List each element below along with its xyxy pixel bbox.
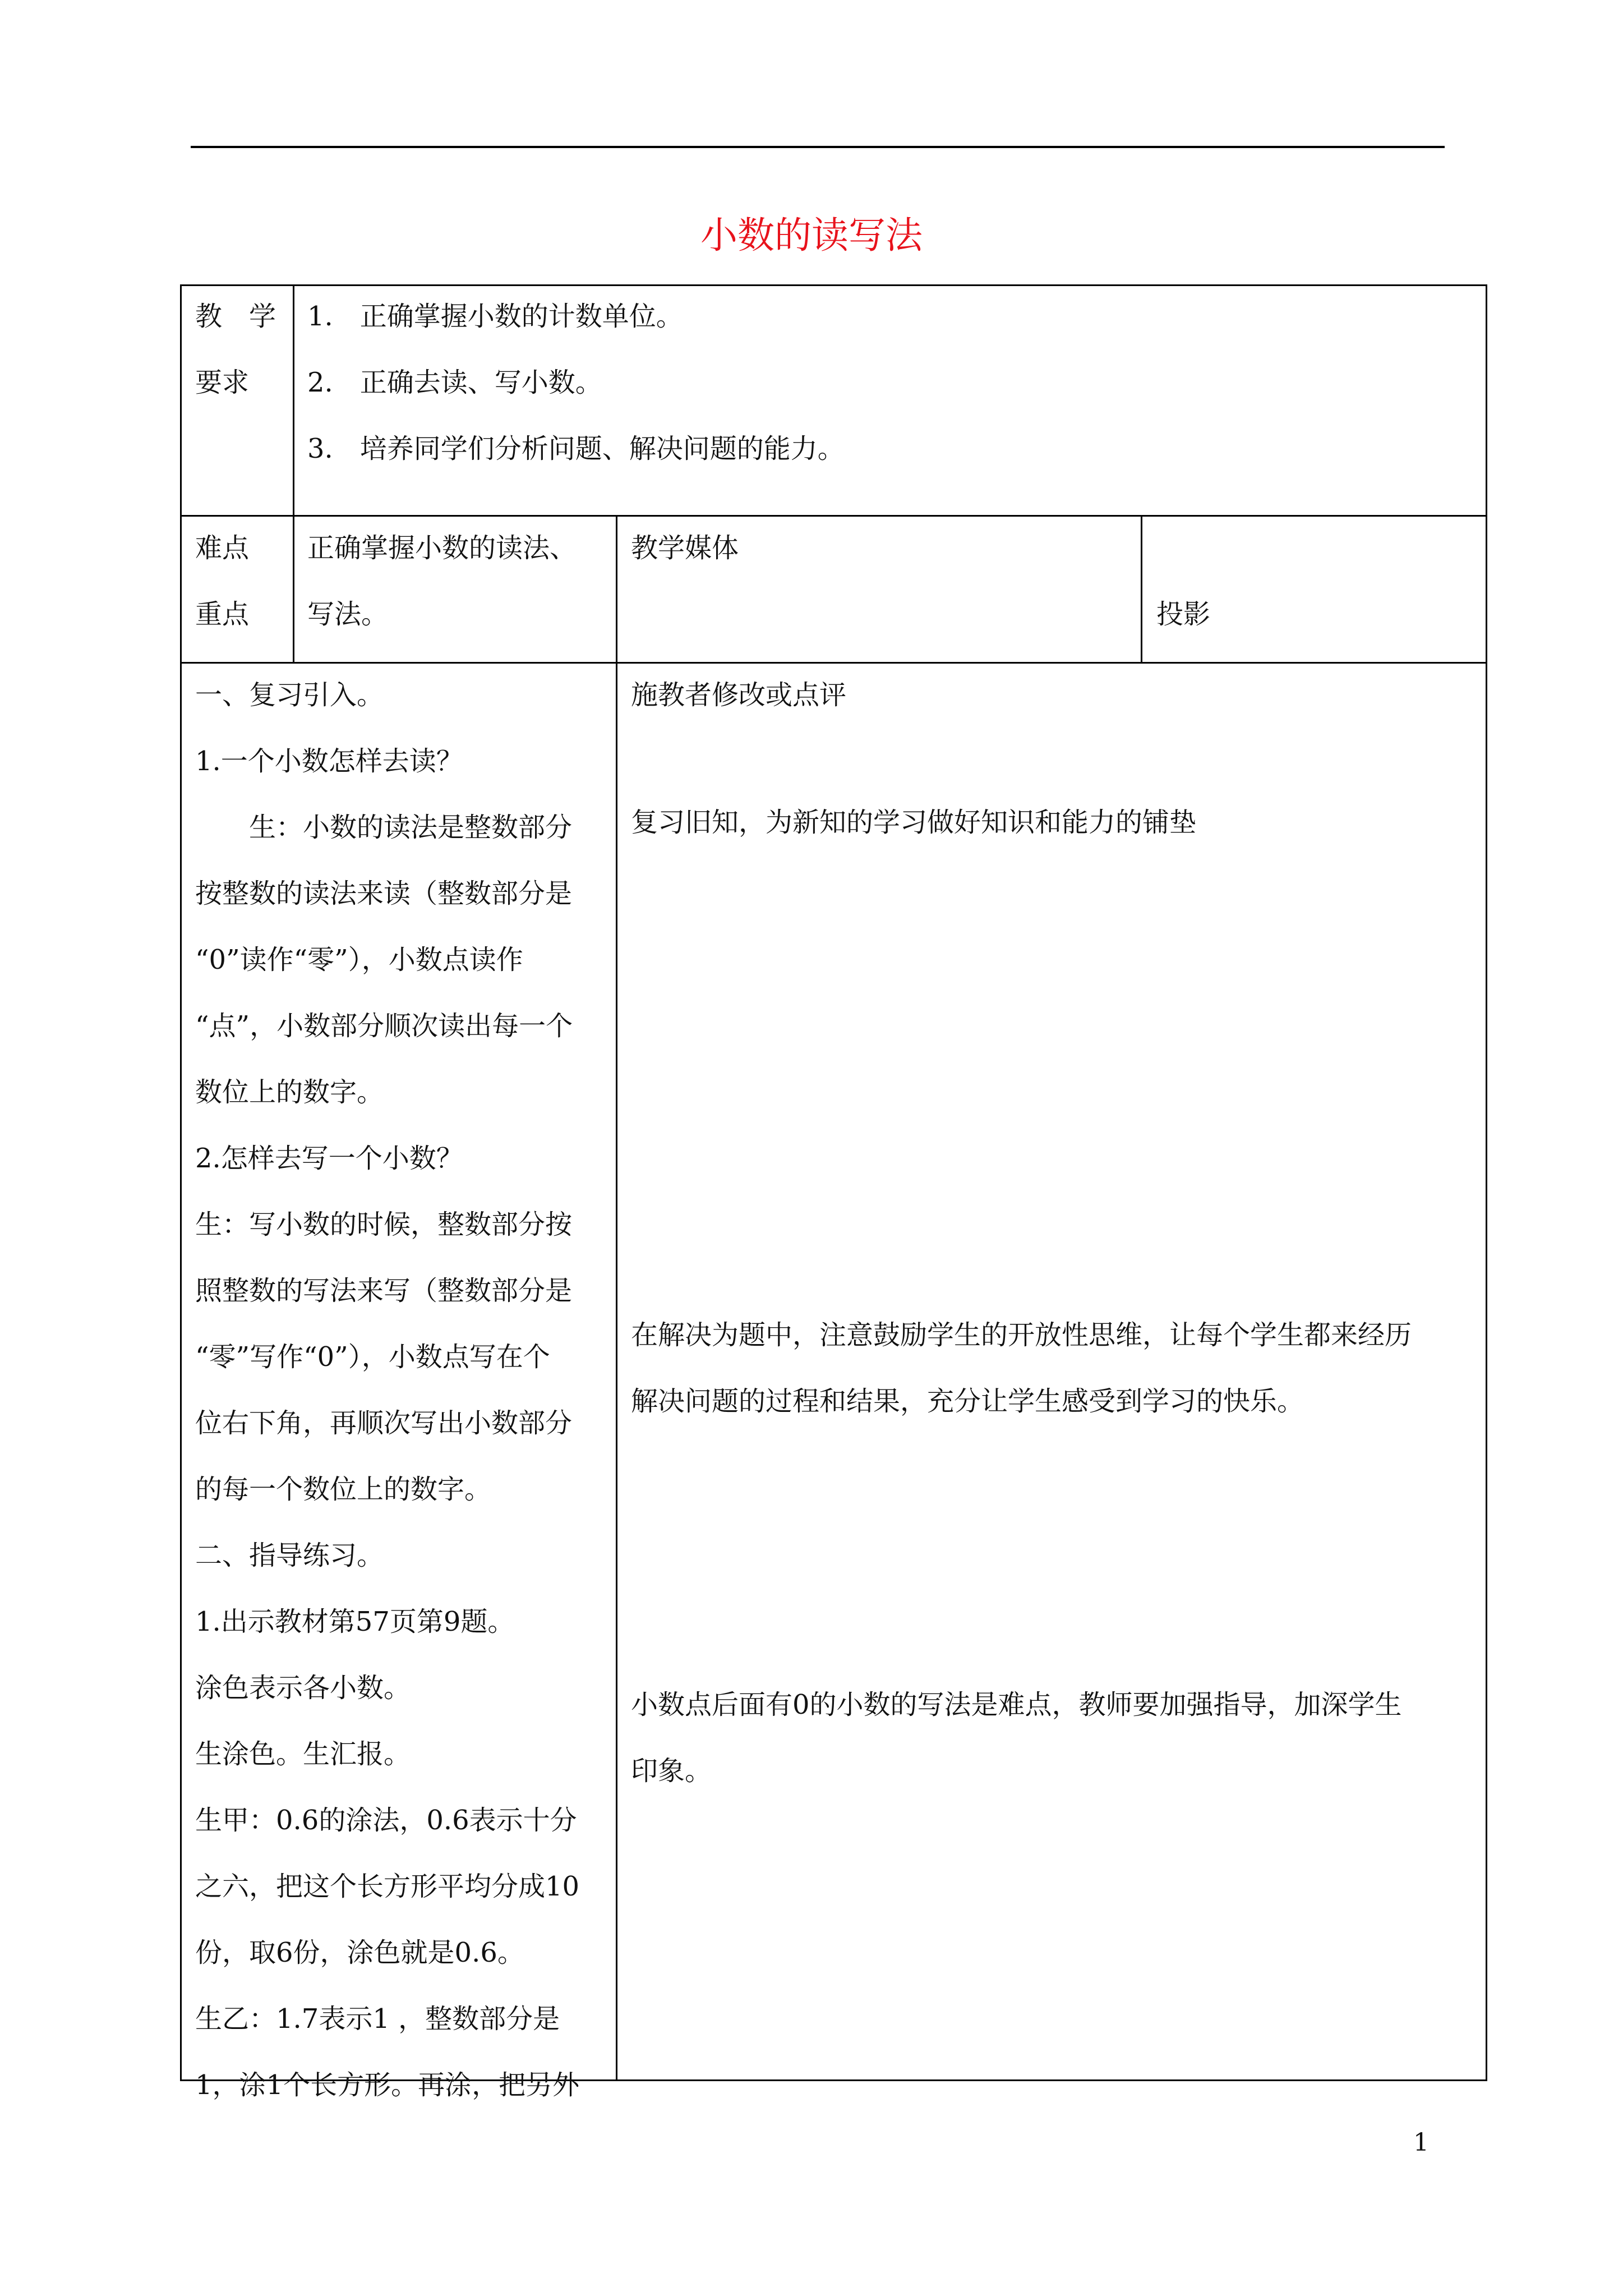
comment-note-2-line1: 在解决为题中，注意鼓励学生的开放性思维，让每个学生都来经历 [631,1319,1412,1351]
process-line: 生甲：0.6的涂法，0.6表示十分 [195,1805,577,1836]
header-rule [191,146,1445,148]
table-divider-left [616,515,617,2081]
process-line: 1.一个小数怎样去读？ [195,746,463,777]
page-number: 1 [1413,2128,1429,2157]
process-line: 1，涂1个长方形。再涂，把另外 [195,2069,580,2101]
process-line: 生涂色。生汇报。 [195,1738,411,1770]
key-points-label [195,515,249,647]
process-line: “点”，小数部分顺次读出每一个 [195,1010,573,1042]
process-line: 1.出示教材第57页第9题。 [195,1606,515,1637]
comment-note-1: 复习旧知，为新知的学习做好知识和能力的铺垫 [631,807,1197,838]
process-line: “零”写作“0”），小数点写在个 [195,1341,550,1373]
key-points-content-line2: 写法。 [307,599,389,630]
process-line: 按整数的读法来读（整数部分是 [195,878,573,909]
key-points-content [307,515,577,647]
teaching-process [195,662,579,2118]
requirements-label-line2: 要求 [195,367,250,398]
process-line: 份，取6份，涂色就是0.6。 [195,1937,524,1968]
comment-note-3 [631,1672,1402,1804]
comment-note-2-line2: 解决问题的过程和结果，充分让学生感受到学习的快乐。 [631,1386,1304,1417]
comment-note-3-line2: 印象。 [631,1755,712,1787]
process-line: 2.怎样去写一个小数？ [195,1143,463,1174]
table-divider-label [293,284,294,662]
comment-note-2 [631,1302,1412,1434]
process-line: 涂色表示各小数。 [195,1672,411,1704]
process-line: 二、指导练习。 [195,1540,384,1571]
requirements-list [307,283,845,482]
table-divider-media [1141,515,1142,662]
requirement-item-1: 1. 正确掌握小数的计数单位。 [307,301,683,332]
teaching-media-label: 教学媒体 [631,532,739,564]
process-line: 的每一个数位上的数字。 [195,1474,492,1505]
process-line: 之六，把这个长方形平均分成10 [195,1871,580,1902]
requirement-item-2: 2. 正确去读、写小数。 [307,367,602,398]
process-line: 生：小数的读法是整数部分 [195,812,573,843]
requirements-label-line1: 教 学 [195,301,276,332]
process-line: 照整数的写法来写（整数部分是 [195,1275,573,1306]
process-line: 数位上的数字。 [195,1076,384,1108]
process-line: “0”读作“零”），小数点读作 [195,944,523,976]
key-points-label-line2: 重点 [195,599,250,630]
page-title: 小数的读写法 [700,214,923,257]
process-line: 一、复习引入。 [195,679,384,711]
requirements-label [195,283,276,416]
process-line: 位右下角，再顺次写出小数部分 [195,1407,573,1439]
key-points-content-line1: 正确掌握小数的读法、 [307,532,577,564]
key-points-label-line1: 难点 [195,532,250,564]
process-line: 生乙：1.7表示1 ，整数部分是 [195,2003,560,2035]
teaching-media-value: 投影 [1156,599,1211,630]
requirement-item-3: 3. 培养同学们分析问题、解决问题的能力。 [307,433,845,464]
comment-note-3-line1: 小数点后面有0的小数的写法是难点，教师要加强指导，加深学生 [631,1689,1402,1720]
process-line: 生：写小数的时候，整数部分按 [195,1209,573,1240]
comments-header: 施教者修改或点评 [631,679,847,711]
